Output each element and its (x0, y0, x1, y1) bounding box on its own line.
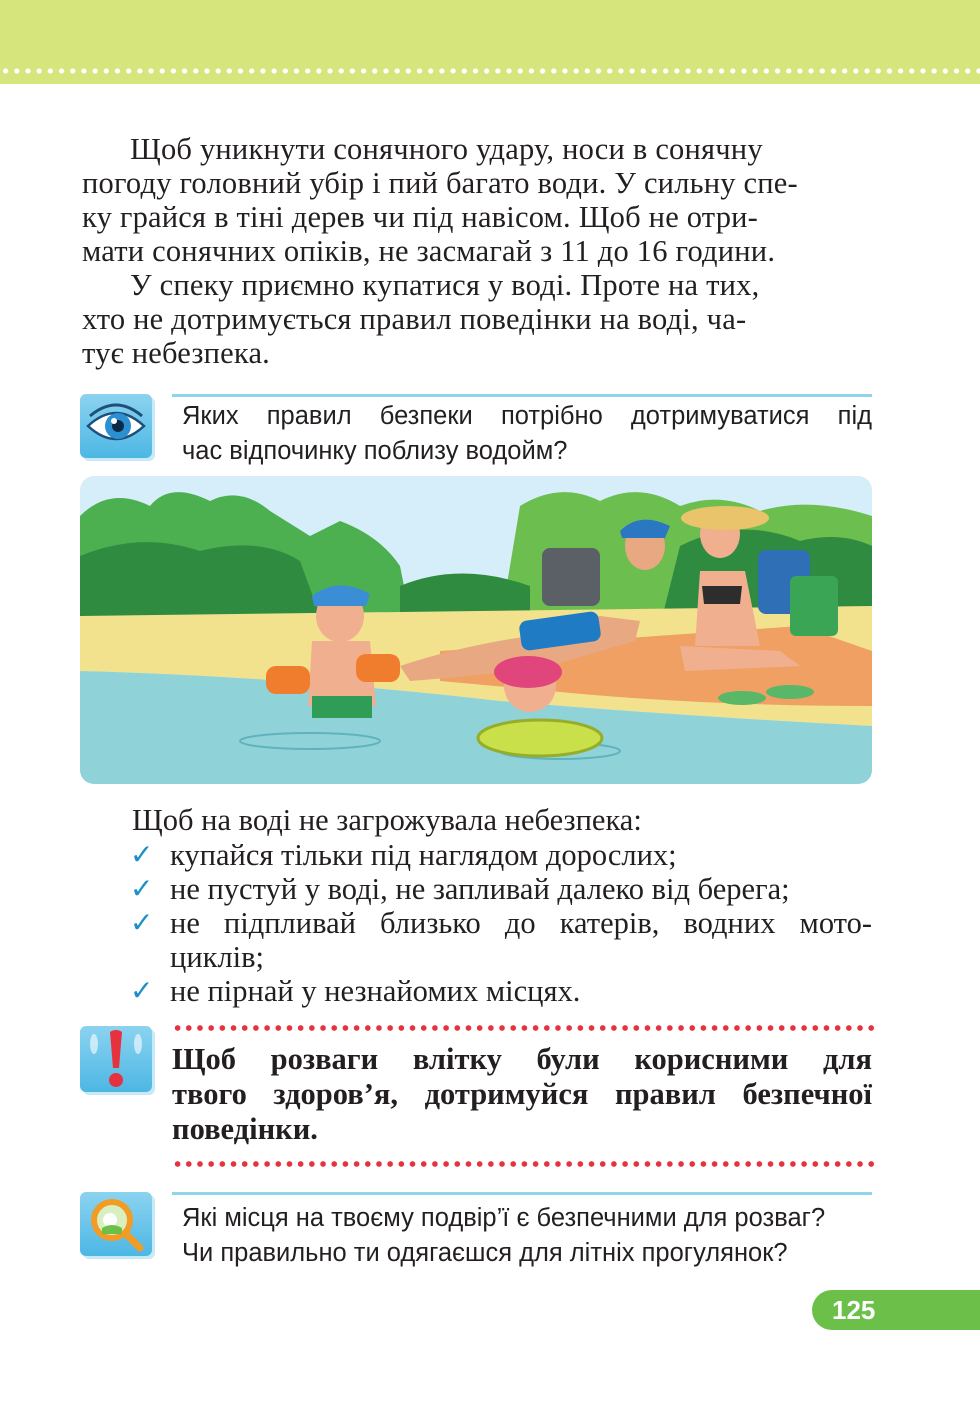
rules-list (130, 838, 872, 1008)
text-line: Яких правил безпеки потрібно дотримуватися під (182, 402, 872, 430)
check-icon: ✓ (130, 838, 154, 871)
check-icon: ✓ (130, 974, 154, 1007)
beach-illustration (80, 476, 872, 784)
list-item (130, 906, 872, 974)
page-number: 125 (812, 1290, 980, 1330)
list-item (130, 838, 872, 872)
check-icon: ✓ (130, 872, 154, 905)
list-item-text: купайся тільки під наглядом дорослих; (170, 838, 677, 872)
header-dotted-line (0, 68, 980, 74)
list-item (130, 974, 872, 1008)
intro-paragraph-2 (82, 268, 872, 370)
check-icon: ✓ (130, 906, 154, 939)
text-line: Які місця на твоєму подвір’ї є безпечними для розваг? (182, 1204, 826, 1232)
list-item (130, 872, 872, 906)
text-line: мати сонячних опіків, не засмагай з 11 до 16 години. (82, 234, 776, 268)
list-item-text: не пустуй у воді, не запливай далеко від берега; (170, 872, 790, 906)
question-top-rule (172, 394, 872, 397)
exclamation-icon (80, 1026, 152, 1092)
reflect-text (182, 1201, 872, 1271)
text-line: Щоб уникнути сонячного удару, носи в сонячну (130, 132, 763, 166)
text-line: У спеку приємно купатися у воді. Проте на тих, (130, 268, 760, 302)
text-line: час відпочинку поблизу водойм? (182, 437, 568, 465)
list-item-text: не пірнай у незнайомих місцях. (170, 974, 581, 1008)
reflect-top-rule (172, 1192, 872, 1195)
text-line: погоду головний убір і пий багато води. У сильну спе- (82, 166, 798, 200)
magnifier-icon (80, 1192, 152, 1256)
question-text (182, 399, 872, 469)
text-line: поведінки. (172, 1112, 318, 1146)
important-bottom-dots (172, 1160, 874, 1168)
important-text (172, 1042, 872, 1147)
important-top-dots (172, 1024, 874, 1032)
text-line: Щоб розваги влітку були корисними для (172, 1042, 872, 1076)
text-line: Чи правильно ти одягаєшся для літніх прогулянок? (182, 1239, 788, 1267)
list-item-text: не підпливай близько до катерів, водних мото- (170, 906, 872, 940)
text-line: твого здоров’я, дотримуйся правил безпечної (172, 1077, 872, 1111)
text-line: тує небезпека. (82, 336, 271, 370)
intro-paragraph-1 (82, 132, 872, 268)
text-line: ку грайся в тіні дерев чи під навісом. Щоб не отри- (82, 200, 759, 234)
list-item-text: циклів; (170, 940, 265, 974)
text-line: хто не дотримується правил поведінки на воді, ча- (82, 302, 747, 336)
list-intro: Щоб на воді не загрожувала небезпека: (132, 803, 642, 837)
eye-icon (80, 394, 152, 458)
